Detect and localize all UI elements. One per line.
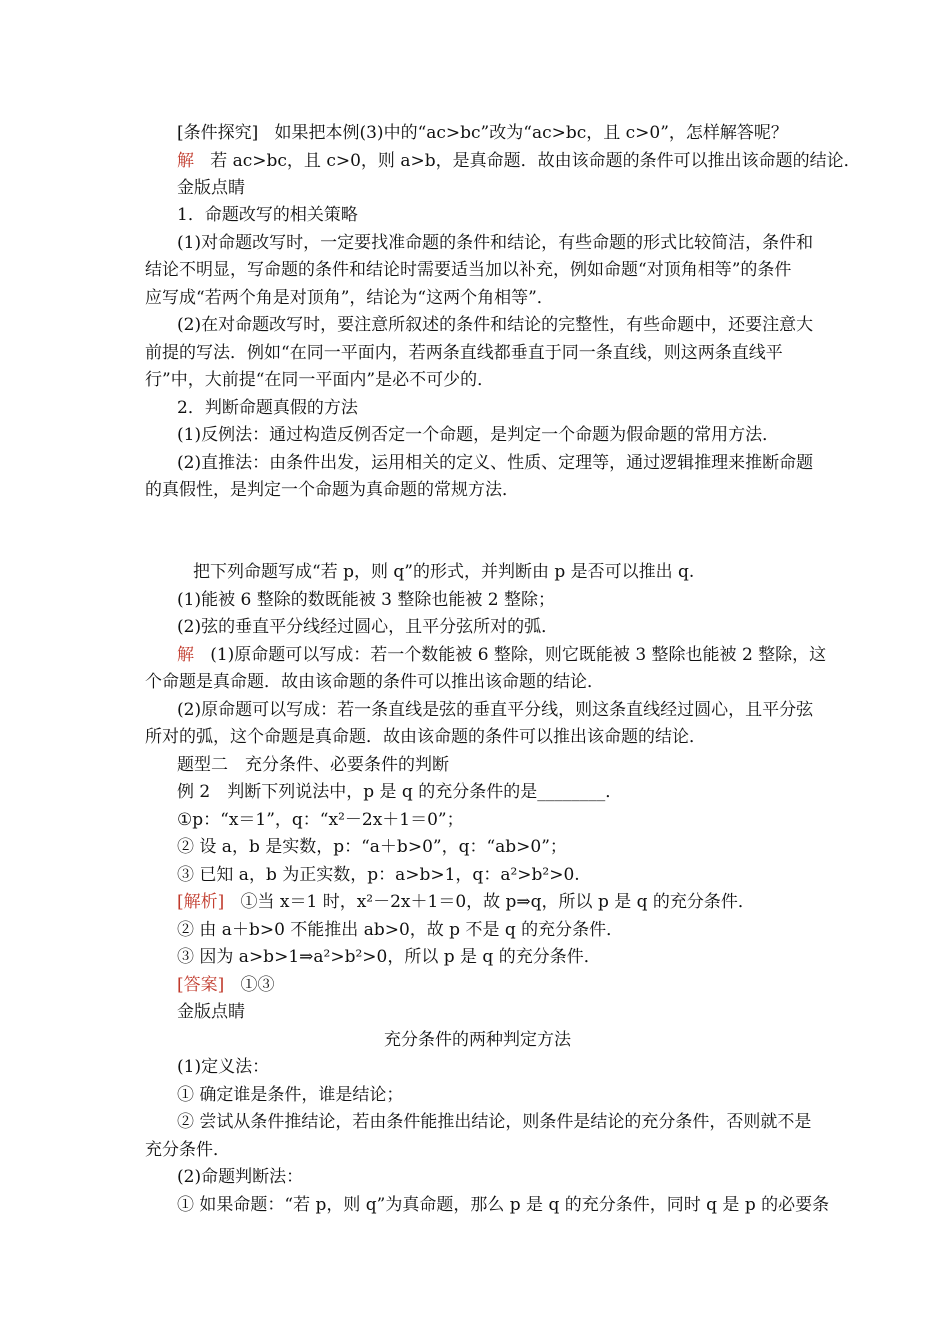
strategy-p1-line3: 应写成“若两个角是对顶角”，结论为“这两个角相等”．: [145, 288, 554, 308]
answer-1-line1: [177, 644, 842, 666]
analysis-line-3: ③ 因为 a>b>1⇒a²>b²>0，所以 p 是 q 的充分条件．: [177, 947, 601, 967]
definition-step-2-line1: ② 尝试从条件推结论，若由条件能推出结论，则条件是结论的充分条件，否则就不是: [177, 1112, 812, 1132]
direct-method-line2: 的真假性，是判定一个命题为真命题的常规方法．: [145, 480, 519, 500]
strategy-heading: 1．命题改写的相关策略: [177, 205, 358, 225]
answer-2-line1: (2)原命题可以写成：若一条直线是弦的垂直平分线，则这条直线经过圆心，且平分弦: [177, 700, 814, 720]
example-choice-3: ③ 已知 a，b 为正实数，p：a>b>1，q：a²>b²>0.: [177, 865, 580, 885]
strategy-p2-line3: 行”中，大前提“在同一平面内”是必不可少的．: [145, 370, 495, 390]
solution-text: 若 ac>bc，且 c>0，则 a>b，是真命题．故由该命题的条件可以推出该命题的结论．: [210, 151, 861, 171]
solution-tag-2: 解: [177, 645, 194, 665]
jinban-heading-1: 金版点睛: [177, 178, 245, 198]
analysis-line-1: [177, 891, 842, 913]
example-choice-1: ①p：“x＝1”，q：“x²－2x＋1＝0”；: [177, 810, 464, 830]
explore-text: 如果把本例(3)中的“ac>bc”改为“ac>bc，且 c>0”，怎样解答呢？: [274, 123, 788, 143]
analysis-tag: [解析]: [177, 892, 225, 912]
solution-tag: 解: [177, 151, 194, 171]
answer-2-line2: 所对的弧，这个命题是真命题．故由该命题的条件可以推出该命题的结论．: [145, 727, 706, 747]
answer-value: ①③: [240, 975, 275, 995]
proposition-step-1: ① 如果命题：“若 p，则 q”为真命题，那么 p 是 q 的充分条件，同时 q 是 p 的必要条: [177, 1195, 830, 1215]
condition-explore: [177, 122, 842, 144]
question-item-1: (1)能被 6 整除的数既能被 3 整除也能被 2 整除；: [177, 590, 555, 610]
analysis-text-1: ①当 x＝1 时，x²－2x＋1＝0，故 p⇒q，所以 p 是 q 的充分条件．: [240, 892, 755, 912]
strategy-p2-line1: (2)在对命题改写时，要注意所叙述的条件和结论的完整性，有些命题中，还要注意大: [177, 315, 814, 335]
strategy-p1-line1: (1)对命题改写时，一定要找准命题的条件和结论，有些命题的形式比较简洁，条件和: [177, 233, 814, 253]
example-choice-2: ② 设 a，b 是实数，p：“a＋b>0”，q：“ab>0”；: [177, 837, 567, 857]
example-2-title: 例 2 判断下列说法中，p 是 q 的充分条件的是________．: [177, 782, 623, 802]
answer-line: [177, 974, 842, 996]
explore-tag: [条件探究]: [177, 123, 259, 143]
explore-solution: [177, 150, 861, 172]
definition-method: (1)定义法：: [177, 1057, 270, 1077]
question-type-title: 题型二 充分条件、必要条件的判断: [177, 755, 449, 775]
question-item-2: (2)弦的垂直平分线经过圆心，且平分弦所对的弧．: [177, 617, 559, 637]
answer-tag: [答案]: [177, 975, 225, 995]
question-intro: 把下列命题写成“若 p，则 q”的形式，并判断由 p 是否可以推出 q.: [193, 562, 695, 582]
definition-step-1: ① 确定谁是条件，谁是结论；: [177, 1085, 404, 1105]
counterexample-method: (1)反例法：通过构造反例否定一个命题，是判定一个命题为假命题的常用方法．: [177, 425, 780, 445]
method-center-title: 充分条件的两种判定方法: [384, 1030, 571, 1050]
analysis-line-2: ② 由 a＋b>0 不能推出 ab>0，故 p 不是 q 的充分条件．: [177, 920, 624, 940]
direct-method-line1: (2)直推法：由条件出发，运用相关的定义、性质、定理等，通过逻辑推理来推断命题: [177, 453, 814, 473]
strategy-p2-line2: 前提的写法．例如“在同一平面内，若两条直线都垂直于同一条直线，则这两条直线平: [145, 343, 783, 363]
truth-method-heading: 2．判断命题真假的方法: [177, 398, 358, 418]
jinban-heading-2: 金版点睛: [177, 1002, 245, 1022]
definition-step-2-line2: 充分条件．: [145, 1140, 230, 1160]
answer-1-line2: 个命题是真命题．故由该命题的条件可以推出该命题的结论．: [145, 672, 604, 692]
answer-1-text: (1)原命题可以写成：若一个数能被 6 整除，则它既能被 3 整除也能被 2 整除，这: [210, 645, 827, 665]
proposition-method: (2)命题判断法：: [177, 1167, 304, 1187]
strategy-p1-line2: 结论不明显，写命题的条件和结论时需要适当加以补充，例如命题“对顶角相等”的条件: [145, 260, 792, 280]
